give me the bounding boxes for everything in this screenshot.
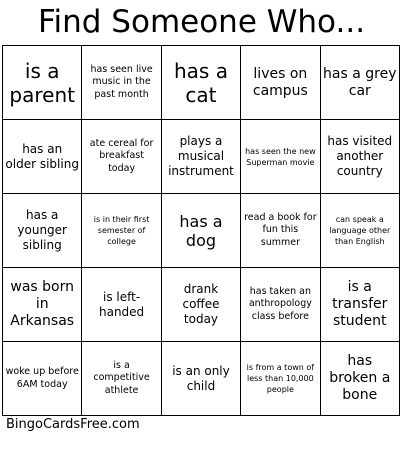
cell-text: is a transfer student <box>332 279 388 329</box>
cell-text: has taken an anthropology class before <box>248 285 312 322</box>
bingo-cell <box>161 46 240 120</box>
cell-text: ate cereal for breakfast today <box>89 137 154 174</box>
bingo-cell <box>320 268 399 342</box>
cell-text: plays a musical instrument <box>168 134 234 178</box>
bingo-cell <box>241 268 320 342</box>
cell-text: has seen live music in the past month <box>90 63 153 100</box>
cell-text: is a competitive athlete <box>93 359 150 396</box>
grid-row <box>3 342 400 416</box>
bingo-cell <box>3 268 82 342</box>
bingo-cell <box>3 120 82 194</box>
bingo-cell <box>320 46 399 120</box>
cell-text: has a dog <box>179 211 223 250</box>
cell-text: woke up before 6AM today <box>5 366 79 390</box>
bingo-cell <box>161 268 240 342</box>
bingo-cell <box>82 268 161 342</box>
bingo-cell <box>82 342 161 416</box>
grid-row <box>3 194 400 268</box>
bingo-cell <box>161 194 240 268</box>
cell-text: has a younger sibling <box>17 208 67 252</box>
bingo-cell <box>320 120 399 194</box>
cell-text: has a cat <box>173 58 228 107</box>
bingo-cell <box>241 120 320 194</box>
cell-text: is left-handed <box>98 289 145 319</box>
bingo-cell <box>82 46 161 120</box>
bingo-cell <box>161 342 240 416</box>
bingo-cell <box>320 194 399 268</box>
cell-text: is a parent <box>9 58 75 107</box>
cell-text: read a book for fun this summer <box>244 211 317 248</box>
bingo-cell <box>241 194 320 268</box>
cell-text: has visited another country <box>327 134 393 178</box>
bingo-cell <box>82 120 161 194</box>
cell-text: has broken a bone <box>329 353 391 403</box>
cell-text: is from a town of less than 10,000 people <box>246 363 315 394</box>
cell-text: can speak a language other than English <box>329 215 391 246</box>
bingo-cell <box>161 120 240 194</box>
bingo-cell <box>241 342 320 416</box>
bingo-cell <box>82 194 161 268</box>
bingo-cell <box>241 46 320 120</box>
cell-text: has an older sibling <box>5 141 79 171</box>
bingo-cell <box>3 194 82 268</box>
bingo-grid <box>2 45 400 416</box>
cell-text: lives on campus <box>252 65 308 99</box>
grid-row <box>3 120 400 194</box>
cell-text: is an only child <box>172 363 230 393</box>
bingo-cell <box>3 342 82 416</box>
grid-row <box>3 46 400 120</box>
cell-text: was born in Arkansas <box>10 279 75 329</box>
cell-text: has a grey car <box>323 65 397 99</box>
bingo-cell <box>3 46 82 120</box>
bingo-cell <box>320 342 399 416</box>
footer-credit: BingoCardsFree.com <box>6 417 140 432</box>
cell-text: drank coffee today <box>182 282 220 326</box>
page-title: Find Someone Who... <box>37 4 366 40</box>
cell-text: is in their first semester of college <box>93 215 150 246</box>
grid-row <box>3 268 400 342</box>
cell-text: has seen the new Superman movie <box>245 146 316 167</box>
